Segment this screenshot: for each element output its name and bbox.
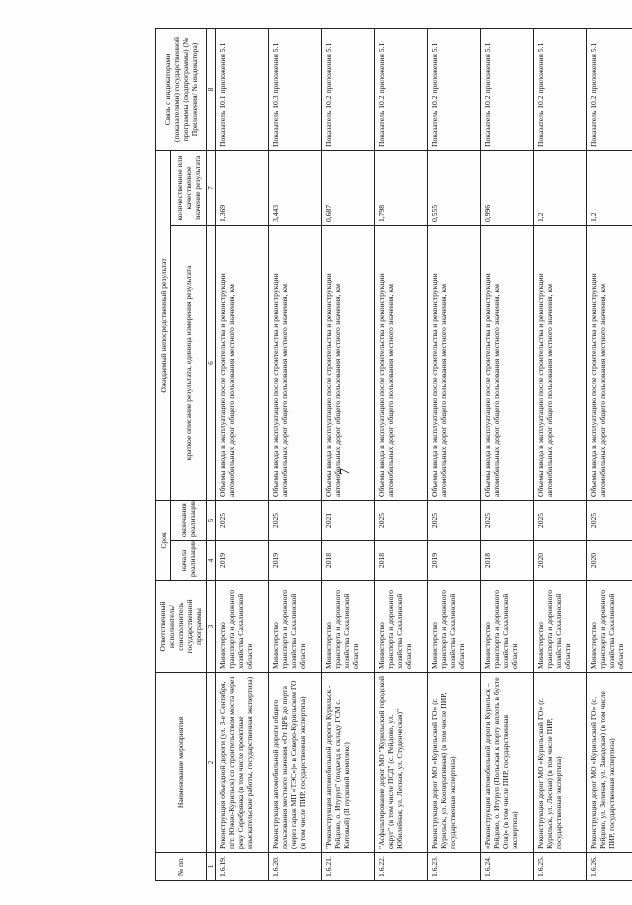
table-row bbox=[321, 28, 374, 880]
cell-num: 1.6.19. bbox=[215, 853, 268, 881]
cell-end: 2025 bbox=[586, 500, 632, 540]
cell-num: 1.6.23. bbox=[427, 853, 480, 881]
cell-desc: Объемы ввода в эксплуатацию после строительства и реконструкции автомобильных дорог общего пользования местного значения, км bbox=[321, 225, 374, 500]
table-row bbox=[427, 28, 480, 880]
cell-name: Реконструкция дорог МО «Курильский ГО» (г. Курильск, ул. Лесная) (в том числе ПИР, государственная экспертиза) bbox=[533, 673, 586, 853]
cell-resp: Министерство транспорта и дорожного хозяйства Сахалинской области bbox=[533, 581, 586, 673]
cell-resp: Министерство транспорта и дорожного хозяйства Сахалинской области bbox=[480, 581, 533, 673]
cell-link: Показатель 10.2 приложения 5.1 bbox=[374, 28, 427, 150]
header-term: Срок bbox=[156, 500, 171, 580]
table-row bbox=[374, 28, 427, 880]
header-qty: количественное или качественное значение результата bbox=[171, 150, 206, 225]
table-row bbox=[480, 28, 533, 880]
cell-val: 1,369 bbox=[215, 150, 268, 225]
cell-name: "Асфальтирование дорог МО "Курильский городской округ" (в том числе ПСД" (с. Рейдово, ул. Юбилейная, ул. Лесная, ул. Студенческая)" bbox=[374, 673, 427, 853]
cell-num: 1.6.20. bbox=[268, 853, 321, 881]
cell-val: 1,2 bbox=[533, 150, 586, 225]
cell-name: Реконструкция автомобильной дороги общего пользования местного значения «От ЦРБ до порта (через гараж МП «ТЭС»)» в Северо-Курильском ГО (в том числе ПИР, государственная экспертиза) bbox=[268, 673, 321, 853]
cell-end: 2025 bbox=[268, 500, 321, 540]
header-result: Ожидаемый непосредственный результат bbox=[156, 150, 171, 500]
cell-link: Показатель 10.2 приложения 5.1 bbox=[480, 28, 533, 150]
cell-num: 1.6.22. bbox=[374, 853, 427, 881]
cell-desc: Объемы ввода в эксплуатацию после строительства и реконструкции автомобильных дорог общего пользования местного значения, км bbox=[480, 225, 533, 500]
cell-resp: Министерство транспорта и дорожного хозяйства Сахалинской области bbox=[268, 581, 321, 673]
cell-num: 1.6.26. bbox=[586, 853, 632, 881]
cell-link: Показатель 10.2 приложения 5.1 bbox=[586, 28, 632, 150]
index-cell: 3 bbox=[206, 581, 215, 673]
cell-resp: Министерство транспорта и дорожного хозяйства Сахалинской области bbox=[427, 581, 480, 673]
cell-name: Реконструкция дорог МО «Курильский ГО» (с. Рейдово, ул. Зеленая, ул. Заводская) (в том числе ПИР, государственная экспертиза) bbox=[586, 673, 632, 853]
index-cell: 7 bbox=[206, 150, 215, 225]
cell-name: Реконструкция объездной дороги (ул. 3-е Сентября, пгт. Южно-Курильск) со строительством моста через реку Серебрянка (в том числе проектные изыскательские работы, государственная экспертиза) bbox=[215, 673, 268, 853]
cell-desc: Объемы ввода в эксплуатацию после строительства и реконструкции автомобильных дорог общего пользования местного значения, км bbox=[215, 225, 268, 500]
cell-start: 2018 bbox=[321, 541, 374, 581]
index-cell: 8 bbox=[206, 28, 215, 150]
cell-end: 2025 bbox=[374, 500, 427, 540]
page-number: 7 bbox=[338, 468, 353, 475]
cell-start: 2019 bbox=[215, 541, 268, 581]
cell-start: 2020 bbox=[533, 541, 586, 581]
cell-start: 2019 bbox=[268, 541, 321, 581]
index-cell: 1 bbox=[206, 853, 215, 881]
cell-end: 2025 bbox=[533, 500, 586, 540]
index-cell: 6 bbox=[206, 225, 215, 500]
cell-val: 1,2 bbox=[586, 150, 632, 225]
cell-link: Показатель 10.2 приложения 5.1 bbox=[427, 28, 480, 150]
cell-start: 2020 bbox=[586, 541, 632, 581]
cell-start: 2019 bbox=[427, 541, 480, 581]
header-num: № пп. bbox=[156, 853, 207, 881]
cell-resp: Министерство транспорта и дорожного хозяйства Сахалинской области bbox=[586, 581, 632, 673]
cell-name: "Реконструкция автомобильной дороги Курильск - Рейдово, о. Итуруп" (подъезд к складу ГСМ с. Китовый) (II пусковой комплекс) bbox=[321, 673, 374, 853]
cell-name: Реконструкция дорог МО «Курильский ГО» (г. Курильск, ул. Кооперативная) (в том числе ПИР, государственная экспертиза) bbox=[427, 673, 480, 853]
index-row bbox=[206, 28, 215, 880]
cell-link: Показатель 10.2 приложения 5.1 bbox=[533, 28, 586, 150]
header-end: окончания реализации bbox=[171, 500, 206, 540]
table-row bbox=[268, 28, 321, 880]
cell-end: 2025 bbox=[215, 500, 268, 540]
cell-link: Показатель 10.2 приложения 5.1 bbox=[321, 28, 374, 150]
cell-desc: Объемы ввода в эксплуатацию после строительства и реконструкции автомобильных дорог общего пользования местного значения, км bbox=[374, 225, 427, 500]
header-start: начала реализации bbox=[171, 541, 206, 581]
table-row bbox=[215, 28, 268, 880]
cell-val: 0,687 bbox=[321, 150, 374, 225]
cell-val: 0,555 bbox=[427, 150, 480, 225]
header-responsible: Ответственный исполнитель/соисполнитель государственной программы bbox=[156, 581, 207, 673]
cell-end: 2025 bbox=[480, 500, 533, 540]
table-row bbox=[586, 28, 632, 880]
cell-desc: Объемы ввода в эксплуатацию после строительства и реконструкции автомобильных дорог общего пользования местного значения, км bbox=[427, 225, 480, 500]
index-cell: 2 bbox=[206, 673, 215, 853]
header-row-1 bbox=[156, 28, 171, 880]
cell-desc: Объемы ввода в эксплуатацию после строительства и реконструкции автомобильных дорог общего пользования местного значения, км bbox=[268, 225, 321, 500]
table-row bbox=[533, 28, 586, 880]
header-name: Наименование мероприятия bbox=[156, 673, 207, 853]
index-cell: 5 bbox=[206, 500, 215, 540]
cell-num: 1.6.21. bbox=[321, 853, 374, 881]
cell-resp: Министерство транспорта и дорожного хозяйства Сахалинской области bbox=[321, 581, 374, 673]
cell-end: 2025 bbox=[427, 500, 480, 540]
cell-desc: Объемы ввода в эксплуатацию после строительства и реконструкции автомобильных дорог общего пользования местного значения, км bbox=[533, 225, 586, 500]
cell-name: «Реконструкция автомобильной дороги Курильск – Рейдово, о. Итуруп (Польская к порту вплоть в бухте Оля)» (в том числе ПИР, государственная экспертиза) bbox=[480, 673, 533, 853]
cell-link: Показатель 10.3 приложения 5.1 bbox=[268, 28, 321, 150]
index-cell: 4 bbox=[206, 541, 215, 581]
cell-val: 1,798 bbox=[374, 150, 427, 225]
cell-val: 0,996 bbox=[480, 150, 533, 225]
cell-desc: Объемы ввода в эксплуатацию после строительства и реконструкции автомобильных дорог общего пользования местного значения, км bbox=[586, 225, 632, 500]
results-table bbox=[155, 28, 632, 881]
cell-link: Показатель 10.1 приложения 5.1 bbox=[215, 28, 268, 150]
cell-resp: Министерство транспорта и дорожного хозяйства Сахалинской области bbox=[374, 581, 427, 673]
cell-num: 1.6.24. bbox=[480, 853, 533, 881]
cell-resp: Министерство транспорта и дорожного хозяйства Сахалинской области bbox=[215, 581, 268, 673]
cell-num: 1.6.25. bbox=[533, 853, 586, 881]
cell-val: 3,443 bbox=[268, 150, 321, 225]
cell-end: 2021 bbox=[321, 500, 374, 540]
header-link: Связь с индикаторами (показателями) государственной программы (подпрограммы) (№ Приложения/ № индикатора) bbox=[156, 28, 207, 150]
header-desc: краткое описание результата, единица измерения результата bbox=[171, 225, 206, 500]
cell-start: 2018 bbox=[374, 541, 427, 581]
cell-start: 2018 bbox=[480, 541, 533, 581]
